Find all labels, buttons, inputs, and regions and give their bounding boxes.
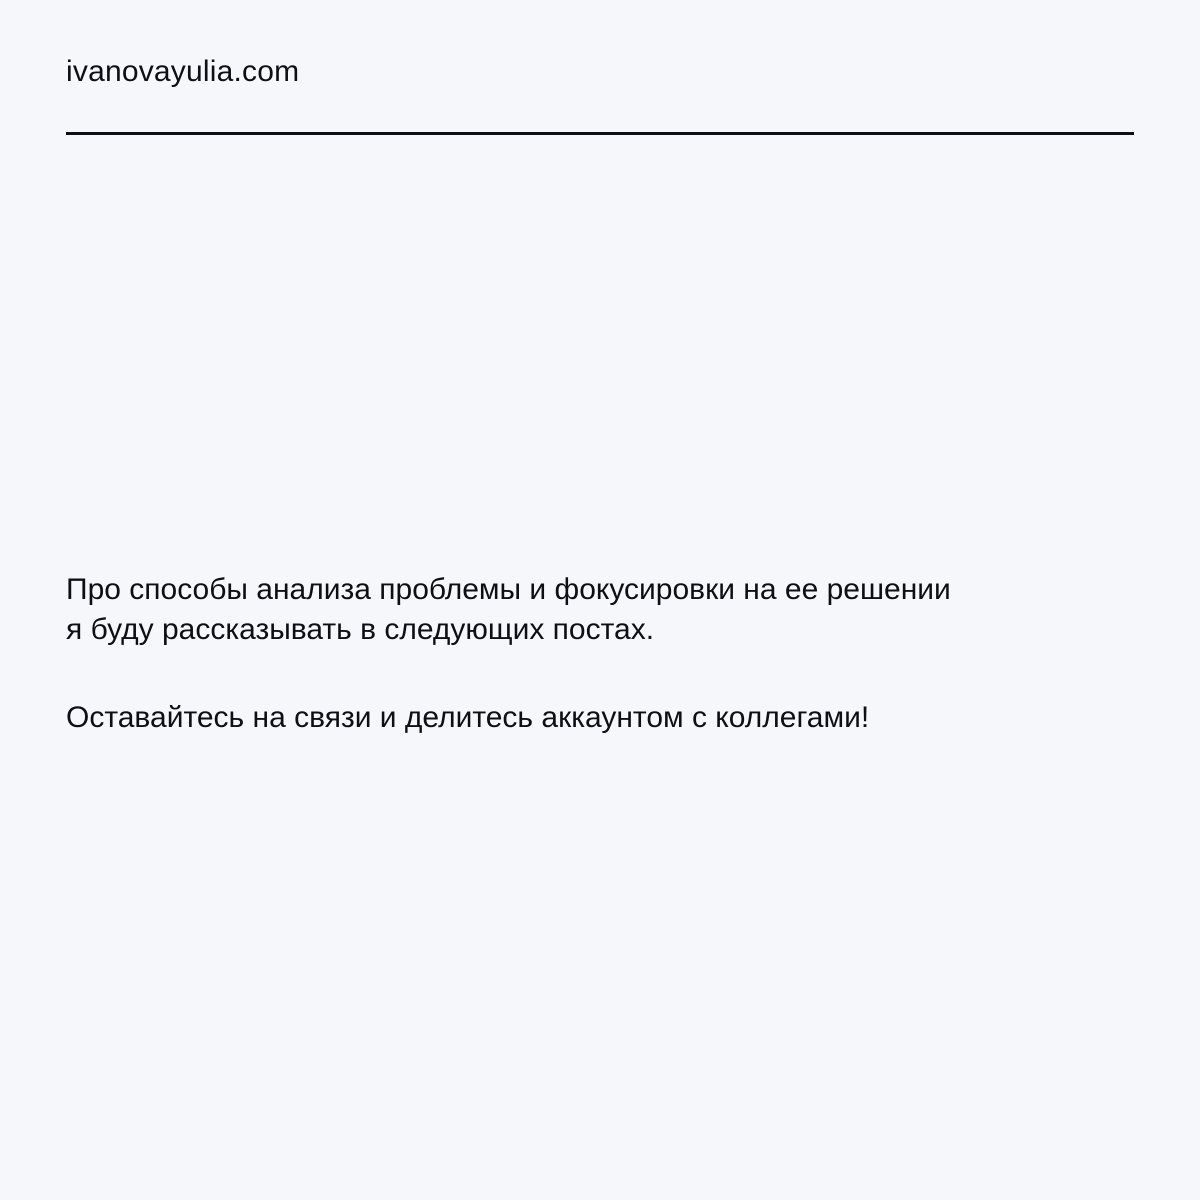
header-divider	[66, 132, 1134, 135]
paragraph-line-1: Про способы анализа проблемы и фокусировки на ее решении	[66, 573, 951, 606]
closing-paragraph: Оставайтесь на связи и делитесь аккаунтом с коллегами!	[66, 701, 870, 734]
paragraph-line-2: я буду рассказывать в следующих постах.	[66, 613, 655, 646]
post-body	[66, 570, 1134, 738]
site-url: ivanovayulia.com	[66, 55, 300, 88]
